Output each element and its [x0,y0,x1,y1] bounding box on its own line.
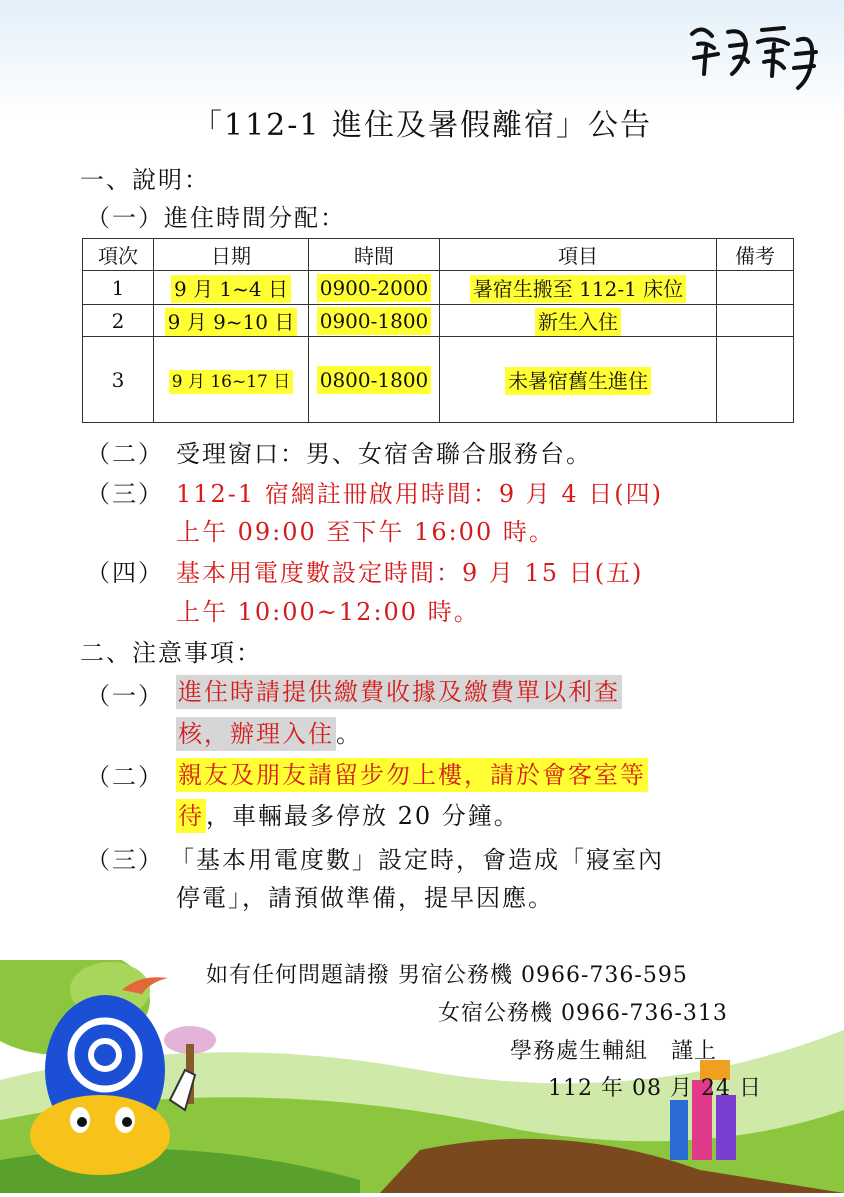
row-date [154,305,309,337]
row-item [440,271,717,305]
row-no: 1 [83,271,154,305]
sub4-line2: 上午 10:00~12:00 時。 [176,598,480,626]
header-cell: 備考 [717,239,794,271]
bird-icon [120,972,170,996]
note2-line2-hl: 待 [176,799,206,833]
schedule-table [82,238,794,423]
section2-heading: 二、注意事項： [80,639,262,667]
note2-line2-rest: ，車輛最多停放 20 分鐘。 [206,802,520,830]
row-date [154,271,309,305]
row-time-text: 0900-2000 [317,274,432,302]
header-cell: 項目 [440,239,717,271]
note2-line1 [176,755,648,790]
row-date-text: 9 月 1~4 日 [171,275,291,303]
note2-line2 [176,796,520,831]
table-row [83,337,794,423]
sub2-label: （二） [86,440,164,468]
note3-line1: 「基本用電度數」設定時，會造成「寢室內 [170,846,664,874]
header-cell: 項次 [83,239,154,271]
row-no: 2 [83,305,154,337]
footer-contact-male: 如有任何問題請撥 男宿公務機 0966-736-595 [206,963,688,988]
row-note [717,337,794,423]
sub3-label: （三） [86,480,164,508]
calligraphy-logo [684,14,824,94]
row-date-text: 9 月 16~17 日 [169,370,294,394]
note1-line2-tail: 。 [336,720,362,748]
row-time [309,271,440,305]
note1-line2 [176,714,362,749]
row-item-text: 新生入住 [535,308,621,336]
row-date [154,337,309,423]
note1-line1 [176,672,622,707]
sub1-label: （一）進住時間分配： [86,204,346,232]
section1-heading: 一、說明： [80,166,210,194]
note1-line1-text: 進住時請提供繳費收據及繳費單以利查 [176,675,622,709]
row-item-text: 未暑宿舊生進住 [505,367,651,395]
sub3-line2: 上午 09:00 至下午 16:00 時。 [176,518,555,546]
sub3-line1: 112-1 宿網註冊啟用時間：9 月 4 日(四) [176,480,663,508]
table-header-row [83,239,794,271]
sub4-label: （四） [86,559,164,587]
row-note [717,305,794,337]
footer-date: 112 年 08 月 24 日 [548,1076,762,1101]
note3-label: （三） [86,846,164,874]
footer-signature: 學務處生輔組 謹上 [510,1039,718,1064]
note1-line2-text: 核，辦理入住 [176,717,336,751]
table-row [83,271,794,305]
page-title: 「112-1 進住及暑假離宿」公告 [191,108,653,143]
row-time-text: 0800-1800 [317,366,432,394]
row-date-text: 9 月 9~10 日 [165,308,298,336]
row-item [440,305,717,337]
row-time [309,337,440,423]
header-cell: 時間 [309,239,440,271]
header-cell: 日期 [154,239,309,271]
row-no: 3 [83,337,154,423]
note1-label: （一） [86,682,164,710]
sub2-text: 受理窗口：男、女宿舍聯合服務台。 [176,440,592,468]
row-time [309,305,440,337]
row-item-text: 暑宿生搬至 112-1 床位 [470,275,686,303]
sub4-line1: 基本用電度數設定時間：9 月 15 日(五) [176,559,644,587]
table-row [83,305,794,337]
row-time-text: 0900-1800 [317,307,432,335]
note3-line2: 停電」，請預做準備，提早因應。 [176,884,554,912]
row-item [440,337,717,423]
row-note [717,271,794,305]
note2-label: （二） [86,763,164,791]
footer-contact-female: 女宿公務機 0966-736-313 [438,1001,728,1026]
note2-line1-text: 親友及朋友請留步勿上樓，請於會客室等 [176,758,648,792]
